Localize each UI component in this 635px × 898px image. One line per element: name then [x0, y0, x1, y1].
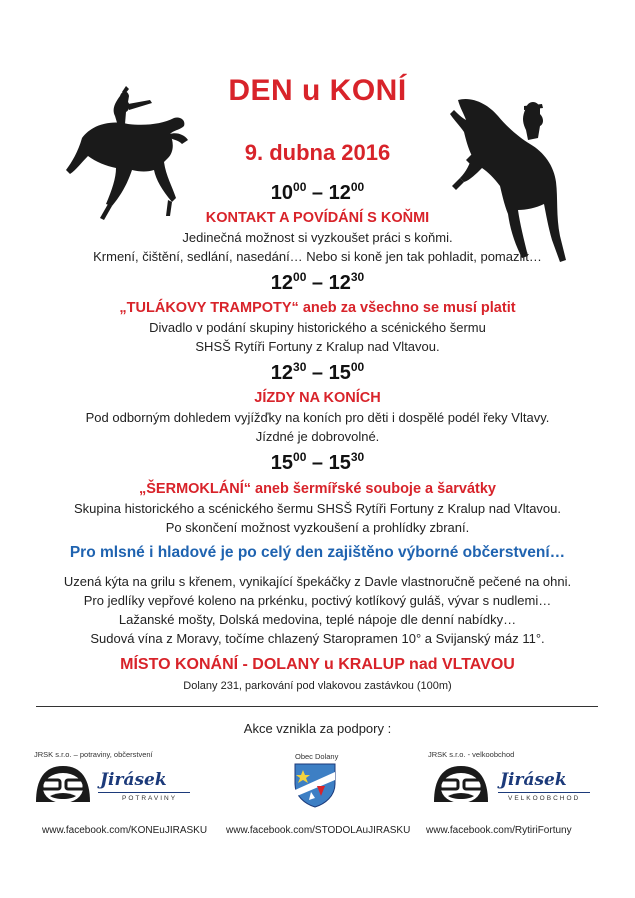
venue-detail: Dolany 231, parkování pod vlakovou zastávkou (100m): [183, 680, 452, 692]
jirasek-face-logo-icon: [428, 762, 494, 804]
event-title: DEN u KONÍ: [228, 74, 407, 107]
sponsor-caption: JRSK s.r.o. – potraviny, občerstvení: [34, 750, 153, 759]
refreshments-line: Uzená kýta na grilu s křenem, vynikající špekáčky z Davle vlastnoručně pečené na ohni.: [63, 574, 572, 589]
support-heading: Akce vznikla za podpory :: [243, 721, 392, 736]
section-text: Jízdné je dobrovolné.: [255, 429, 380, 444]
venue-heading: MÍSTO KONÁNÍ - DOLANY u KRALUP nad VLTAVOU: [120, 656, 515, 673]
facebook-link[interactable]: www.facebook.com/KONEuJIRASKU: [42, 825, 208, 836]
facebook-link[interactable]: www.facebook.com/RytiriFortuny: [426, 825, 572, 836]
time-range-3: $12^{30} - 15^{00}$: [270, 360, 365, 384]
section-text: Po skončení možnost vyzkoušení a prohlídky zbraní.: [165, 520, 470, 535]
time-range-2: $12^{00} - 12^{30}$: [270, 270, 365, 294]
refreshments-line: Pro jedlíky vepřové koleno na prkénku, poctivý kotlíkový guláš, vývar s nudlemi…: [83, 593, 552, 608]
brand-underline: [98, 792, 190, 793]
section-heading-fencing: „ŠERMOKLÁNÍ“ aneb šermířské souboje a šarvátky: [139, 481, 496, 497]
facebook-link[interactable]: www.facebook.com/STODOLAuJIRASKU: [226, 825, 411, 836]
brand-underline: [498, 792, 590, 793]
refreshments-line: Sudová vína z Moravy, točíme chlazený Staropramen 10° a Svijanský máz 11°.: [90, 631, 545, 646]
time-range-4: $15^{00} - 15^{30}$: [270, 450, 365, 474]
brand-sub: POTRAVINY: [122, 795, 178, 802]
time-range-1: $10^{00} - 12^{00}$: [270, 180, 365, 204]
section-text: SHSŠ Rytíři Fortuny z Kralup nad Vltavou.: [195, 339, 440, 354]
section-text: Pod odborným dohledem vyjížďky na koních pro děti i dospělé podél řeky Vltavy.: [85, 410, 550, 425]
dolany-coat-of-arms-icon: [291, 762, 339, 808]
jirasek-brand: Jirásek: [500, 770, 567, 790]
section-heading-contact: KONTAKT A POVÍDÁNÍ S KOŇMI: [205, 210, 430, 226]
section-text: Jedinečná možnost si vyzkoušet práci s koňmi.: [182, 230, 453, 245]
brand-sub: VELKOOBCHOD: [508, 795, 581, 802]
refreshments-heading: Pro mlsné i hladové je po celý den zajištěno výborné občerstvení…: [69, 544, 566, 561]
section-text: Divadlo v podání skupiny historického a scénického šermu: [149, 320, 486, 335]
section-text: Krmení, čištění, sedlání, nasedání… Nebo si koně jen tak pohladit, pomazlit…: [93, 249, 542, 264]
section-heading-theatre: „TULÁKOVY TRAMPOTY“ aneb za všechno se musí platit: [119, 300, 516, 316]
sponsor-caption: Obec Dolany: [295, 752, 339, 761]
jirasek-face-logo-icon: [30, 762, 96, 804]
section-heading-rides: JÍZDY NA KONÍCH: [254, 390, 381, 406]
sponsor-caption: JRSK s.r.o. - velkoobchod: [428, 750, 515, 759]
section-text: Skupina historického a scénického šermu SHSŠ Rytíři Fortuny z Kralup nad Vltavou.: [73, 501, 561, 516]
divider: [36, 706, 598, 707]
jirasek-brand: Jirásek: [100, 770, 167, 790]
event-date: 9. dubna 2016: [244, 140, 391, 165]
refreshments-line: Lažanské mošty, Dolská medovina, teplé nápoje dle denní nabídky…: [118, 612, 517, 627]
